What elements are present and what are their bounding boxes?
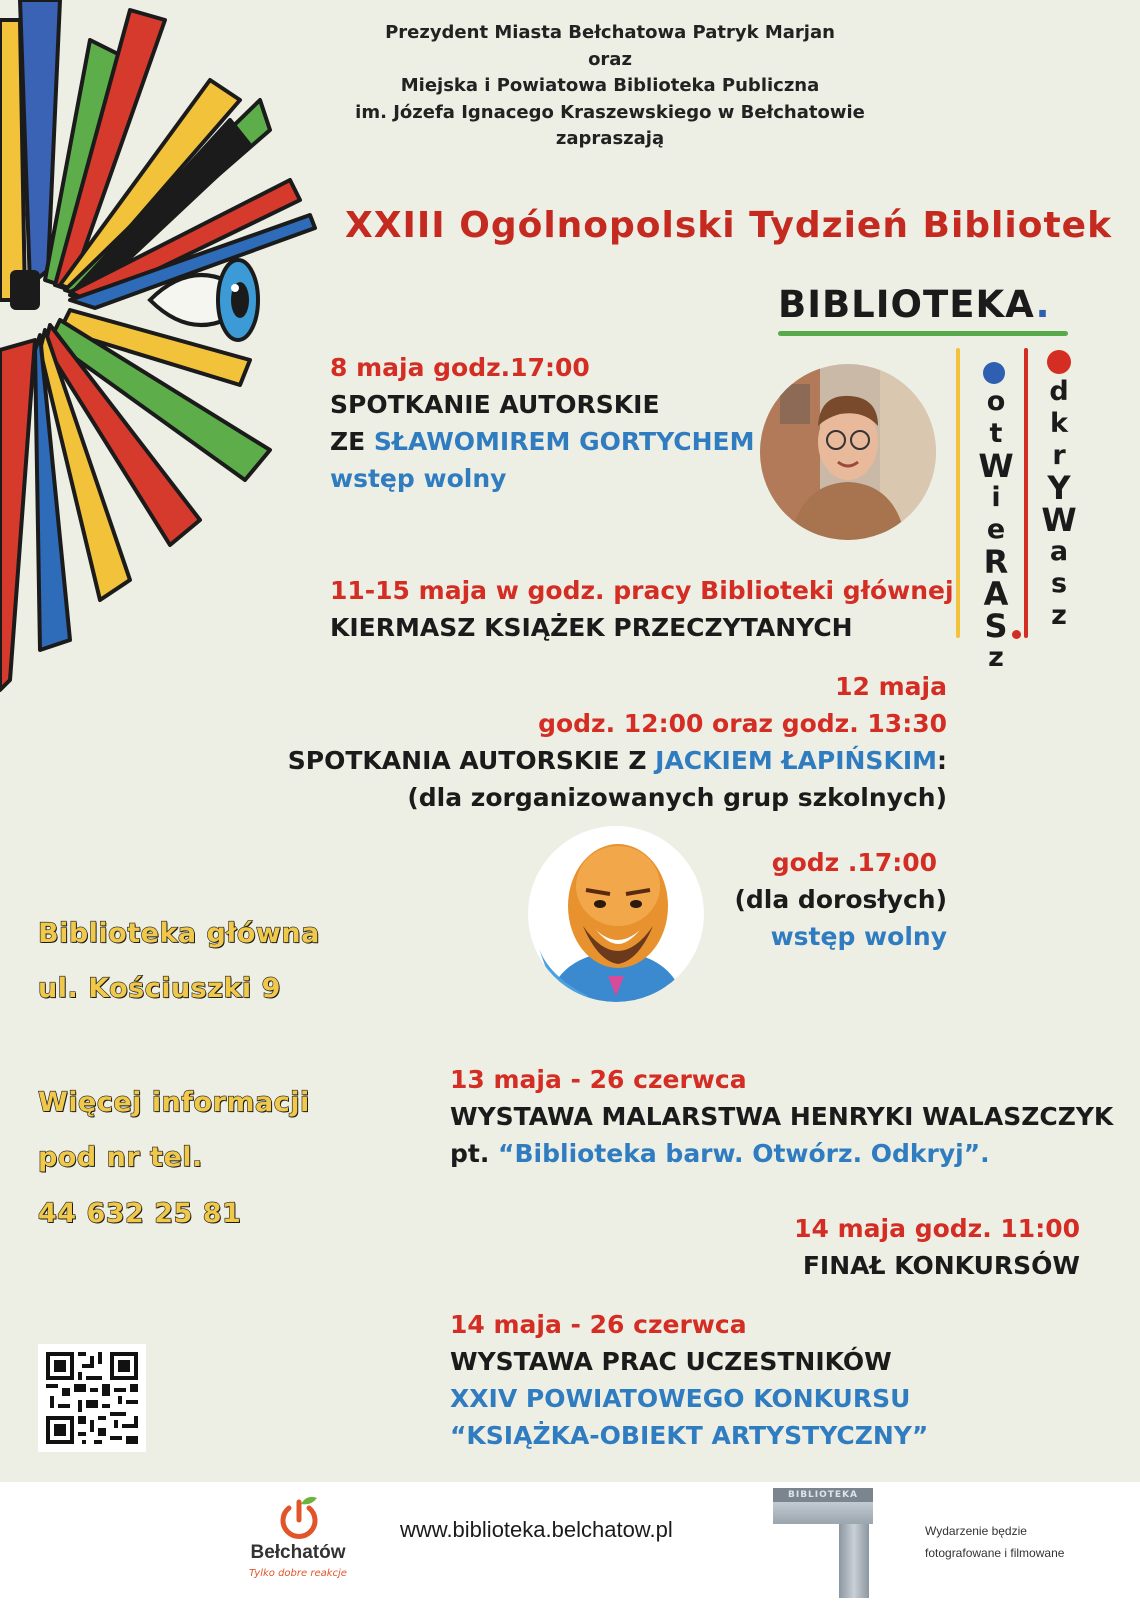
event-6-line3: “KSIĄŻKA-OBIEKT ARTYSTYCZNY” [450, 1421, 929, 1450]
event-1-with [330, 423, 755, 460]
city-tagline: Tylko dobre reakcje [249, 1568, 347, 1579]
event-4-subtitle-text: “Biblioteka barw. Otwórz. Odkryj”. [498, 1139, 990, 1168]
event-6 [450, 1306, 928, 1454]
event-6-line2: XXIV POWIATOWEGO KONKURSU [450, 1384, 911, 1413]
vertical-letter: z [1051, 600, 1067, 631]
event-2 [330, 572, 954, 646]
location-line-2: ul. Kościuszki 9 [38, 973, 281, 1004]
vertical-letter: A [983, 575, 1009, 613]
vertical-letter: a [1049, 536, 1069, 567]
book-eye-illustration [0, 0, 330, 700]
vertical-letter: R [983, 543, 1009, 581]
vertical-letter: s [1050, 568, 1068, 599]
recording-notice-line-1: Wydarzenie będzie [925, 1524, 1027, 1538]
dot-red [1047, 350, 1071, 374]
vertical-letter: i [991, 482, 1001, 513]
library-logo-slab [773, 1502, 873, 1524]
header-line-4: im. Józefa Ignacego Kraszewskiego w Bełchatowie [355, 101, 865, 123]
vertical-word-otwierasz [976, 386, 1016, 674]
power-apple-icon [275, 1494, 323, 1542]
event-4-subtitle-prefix: pt. [450, 1139, 499, 1168]
vertical-letter: o [986, 386, 1006, 417]
event-6-date: 14 maja - 26 czerwca [450, 1310, 747, 1339]
website-url[interactable]: www.biblioteka.belchatow.pl [400, 1517, 673, 1542]
event-3-evening [734, 844, 947, 955]
organizers-header [300, 20, 920, 153]
recording-notice [925, 1520, 1064, 1564]
vertical-letter: r [1052, 440, 1066, 471]
logo-underline [778, 331, 1068, 336]
event-5-title: FINAŁ KONKURSÓW [802, 1251, 1080, 1280]
author-photo-gortych [760, 364, 936, 540]
info-line-1: Więcej informacji [38, 1087, 310, 1118]
footer [0, 1482, 1140, 1613]
event-1-entry: wstęp wolny [330, 464, 507, 493]
phone-number: 44 632 25 81 [38, 1198, 242, 1229]
event-3 [288, 668, 947, 816]
event-3-entry: wstęp wolny [770, 922, 947, 951]
vertical-bar-yellow [956, 348, 960, 638]
vertical-word-odkrywasz [1039, 376, 1079, 632]
event-4 [450, 1061, 1113, 1172]
vertical-bar-red [1024, 348, 1028, 638]
header-line-3: Miejska i Powiatowa Biblioteka Publiczna [400, 75, 820, 96]
vertical-letter: z [988, 642, 1004, 673]
event-2-date: 11-15 maja w godz. pracy Biblioteki głównej [330, 576, 954, 605]
author-illustration-lapinski [528, 826, 704, 1002]
info-line-2: pod nr tel. [38, 1142, 203, 1173]
event-3-title [288, 742, 947, 779]
vertical-letter: W [1041, 501, 1077, 539]
vertical-letter: Y [1047, 469, 1071, 507]
vertical-letter: k [1050, 408, 1068, 439]
event-3-title-suffix: : [937, 746, 947, 775]
event-4-title: WYSTAWA MALARSTWA HENRYKI WALASZCZYK [450, 1102, 1114, 1131]
event-3-time: godz. 12:00 oraz godz. 13:30 [538, 709, 947, 738]
city-name: Bełchatów [250, 1542, 346, 1563]
event-4-subtitle [450, 1135, 1113, 1172]
event-1-title: SPOTKANIE AUTORSKIE [330, 390, 660, 419]
biblioteka-logo [778, 283, 1051, 326]
vertical-letter: e [986, 514, 1006, 545]
vertical-letter: d [1049, 376, 1069, 407]
event-1-author: SŁAWOMIREM GORTYCHEM [373, 427, 755, 456]
event-5-date: 14 maja godz. 11:00 [794, 1214, 1080, 1243]
library-logo-column [839, 1524, 869, 1598]
event-6-title: WYSTAWA PRAC UCZESTNIKÓW [450, 1347, 892, 1376]
event-3-date: 12 maja [835, 672, 947, 701]
event-3-author: JACKIEM ŁAPIŃSKIM [655, 746, 937, 775]
event-5 [794, 1210, 1080, 1284]
event-1-date: 8 maja godz.17:00 [330, 353, 590, 382]
event-3-title-prefix: SPOTKANIA AUTORSKIE Z [287, 746, 656, 775]
event-3-time2: godz .17:00 [771, 848, 937, 877]
location-line-1: Biblioteka główna [38, 918, 320, 949]
logo-dot: . [1035, 283, 1051, 326]
header-line-5: zapraszają [555, 128, 665, 149]
logo-text: BIBLIOTEKA [778, 283, 1036, 326]
recording-notice-line-2: fotografowane i filmowane [925, 1546, 1065, 1560]
vertical-letter: W [978, 447, 1014, 485]
event-1-with-prefix: ZE [330, 427, 374, 456]
event-4-date: 13 maja - 26 czerwca [450, 1065, 747, 1094]
event-1 [330, 349, 755, 497]
dot-red-small [1012, 630, 1021, 639]
event-2-title: KIERMASZ KSIĄŻEK PRZECZYTANYCH [330, 613, 853, 642]
event-3-note2: (dla dorosłych) [734, 885, 947, 914]
header-line-1: Prezydent Miasta Bełchatowa Patryk Marjan [385, 22, 835, 43]
dot-blue [983, 362, 1005, 384]
event-title: XXIII Ogólnopolski Tydzień Bibliotek [345, 205, 1113, 246]
library-logo-band: BIBLIOTEKA [773, 1488, 873, 1502]
event-3-note: (dla zorganizowanych grup szkolnych) [407, 783, 947, 812]
vertical-letter: t [989, 418, 1003, 449]
qr-code-icon[interactable] [38, 1344, 146, 1452]
library-logo-footer [773, 1488, 873, 1598]
header-line-2: oraz [588, 48, 632, 70]
vertical-letter: S [984, 607, 1008, 645]
